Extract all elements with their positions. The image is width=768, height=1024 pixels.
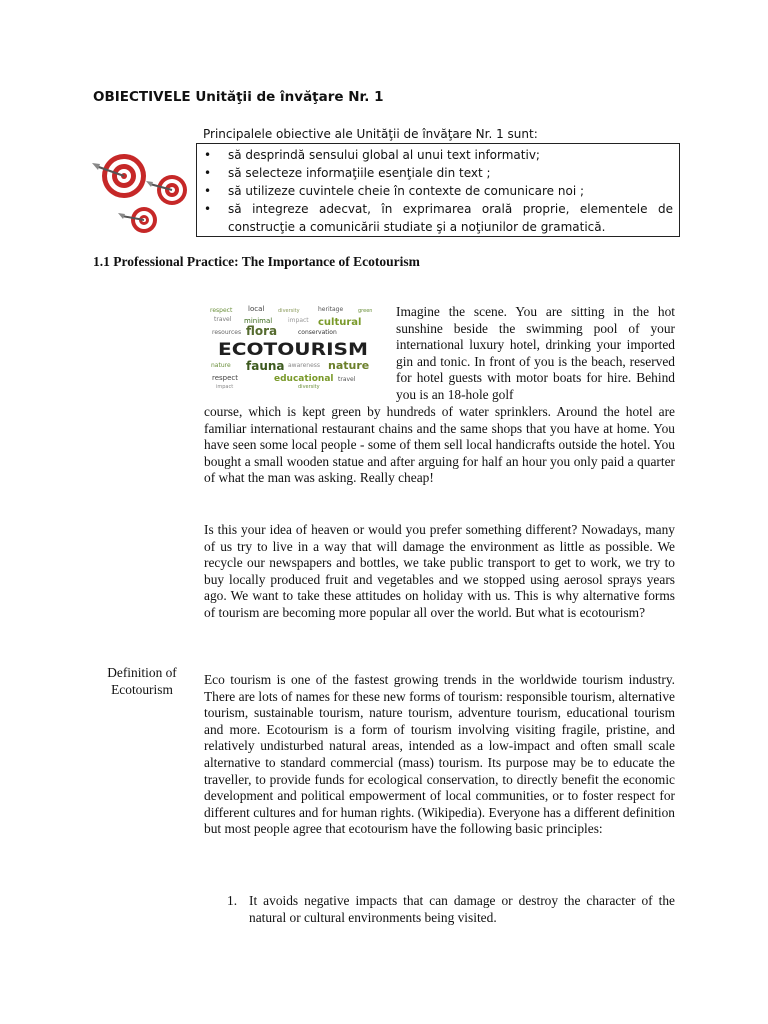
- cloud-word: local: [248, 305, 265, 313]
- cloud-word: minimal: [244, 317, 273, 325]
- cloud-word: nature: [328, 359, 370, 372]
- cloud-word: green: [358, 308, 373, 314]
- objectives-list: [197, 146, 679, 236]
- principle-text: It avoids negative impacts that can damage or destroy the character of the natural or cultural environments being visited.: [249, 893, 675, 925]
- cloud-word: travel: [338, 376, 356, 383]
- cloud-word: diversity: [298, 384, 320, 389]
- cloud-word: impact: [216, 384, 234, 389]
- principle-item: [227, 893, 675, 926]
- cloud-word: conservation: [298, 329, 337, 336]
- margin-note: Definition of Ecotourism: [107, 665, 177, 697]
- cloud-word: cultural: [318, 317, 362, 328]
- cloud-word: fauna: [246, 359, 285, 373]
- cloud-word: awareness: [288, 362, 321, 369]
- main-word: ECOTOURISM: [218, 340, 368, 360]
- paragraph-2: Is this your idea of heaven or would you prefer something different? Nowadays, many of us try to live in a way that will damage the environment as little as possible. We recycle our newspapers and bottles, we take public transport to get to work, we try to buy locally produced fruit and vegetables and we stopped using aerosol sprays years ago. We want to take these attitudes on holiday with us. This is why alternative forms of tourism are becoming more popular all over the world. But what is ecotourism?: [204, 522, 675, 620]
- cloud-word: resources: [212, 329, 242, 336]
- cloud-word: travel: [214, 316, 232, 323]
- objectives-intro: Principalele obiective ale Unităţii de învăţare Nr. 1 sunt:: [203, 127, 538, 141]
- paragraph-3: Eco tourism is one of the fastest growing trends in the worldwide tourism industry. There are lots of names for these new forms of tourism: responsible tourism, alternative tourism, sustainable tourism, nature tourism, adventure tourism, educational tourism and more. Ecotourism is a form of tourism involving visiting fragile, pristine, and relatively undisturbed natural areas, intended as a low-impact and often small scale alternative to standard commercial (mass) tourism. Its purpose may be to educate the traveller, to provide funds for ecological conservation, to directly benefit the economic development and political empowerment of local communities, or to foster respect for different cultures and for human rights. (Wikipedia). Everyone has a different definition but most people agree that ecotourism have the following basic principles:: [204, 672, 675, 837]
- paragraph-1-part-2: course, which is kept green by hundreds of water sprinklers. Around the hotel are familiar international restaurant chains and the same shops that you have at home. You have seen some local people - some of them sell local handicrafts outside the hotel. You bought a small wooden statue and after arguing for half an hour you only paid a quarter of what the man was asking. Really cheap!: [204, 404, 675, 486]
- ecotourism-word-cloud: [208, 303, 385, 389]
- cloud-word: nature: [211, 362, 231, 369]
- section-title: 1.1 Professional Practice: The Importance of Ecotourism: [93, 254, 420, 269]
- cloud-word: diversity: [278, 308, 300, 314]
- cloud-word: respect: [212, 374, 239, 382]
- target-darts-icon: [88, 150, 190, 242]
- objective-item: • să utilizeze cuvintele cheie în contexte de comunicare noi ;: [197, 182, 679, 200]
- cloud-word: respect: [210, 307, 233, 314]
- principle-number: 1.: [227, 893, 238, 908]
- objective-item: • să selecteze informaţiile esenţiale din text ;: [197, 164, 679, 182]
- cloud-word: heritage: [318, 306, 344, 313]
- objectives-heading: OBIECTIVELE Unităţii de învăţare Nr. 1: [93, 89, 384, 105]
- paragraph-1-part-1: Imagine the scene. You are sitting in the hot sunshine beside the swimming pool of your international luxury hotel, drinking your imported gin and tonic. In front of you is the beach, reserved for hotel guests with motor boats for hire. Behind you is an 18-hole golf: [396, 304, 675, 402]
- objective-item: • să desprindă sensului global al unui text informativ;: [197, 146, 679, 164]
- cloud-word: flora: [246, 324, 278, 338]
- cloud-word: impact: [288, 317, 309, 324]
- cloud-word: educational: [274, 374, 334, 384]
- objective-item: • să integreze adecvat, în exprimarea orală proprie, elementele de construcţie a comunicării studiate şi a noţiunilor de gramatică.: [197, 200, 679, 236]
- objectives-box: [196, 143, 680, 237]
